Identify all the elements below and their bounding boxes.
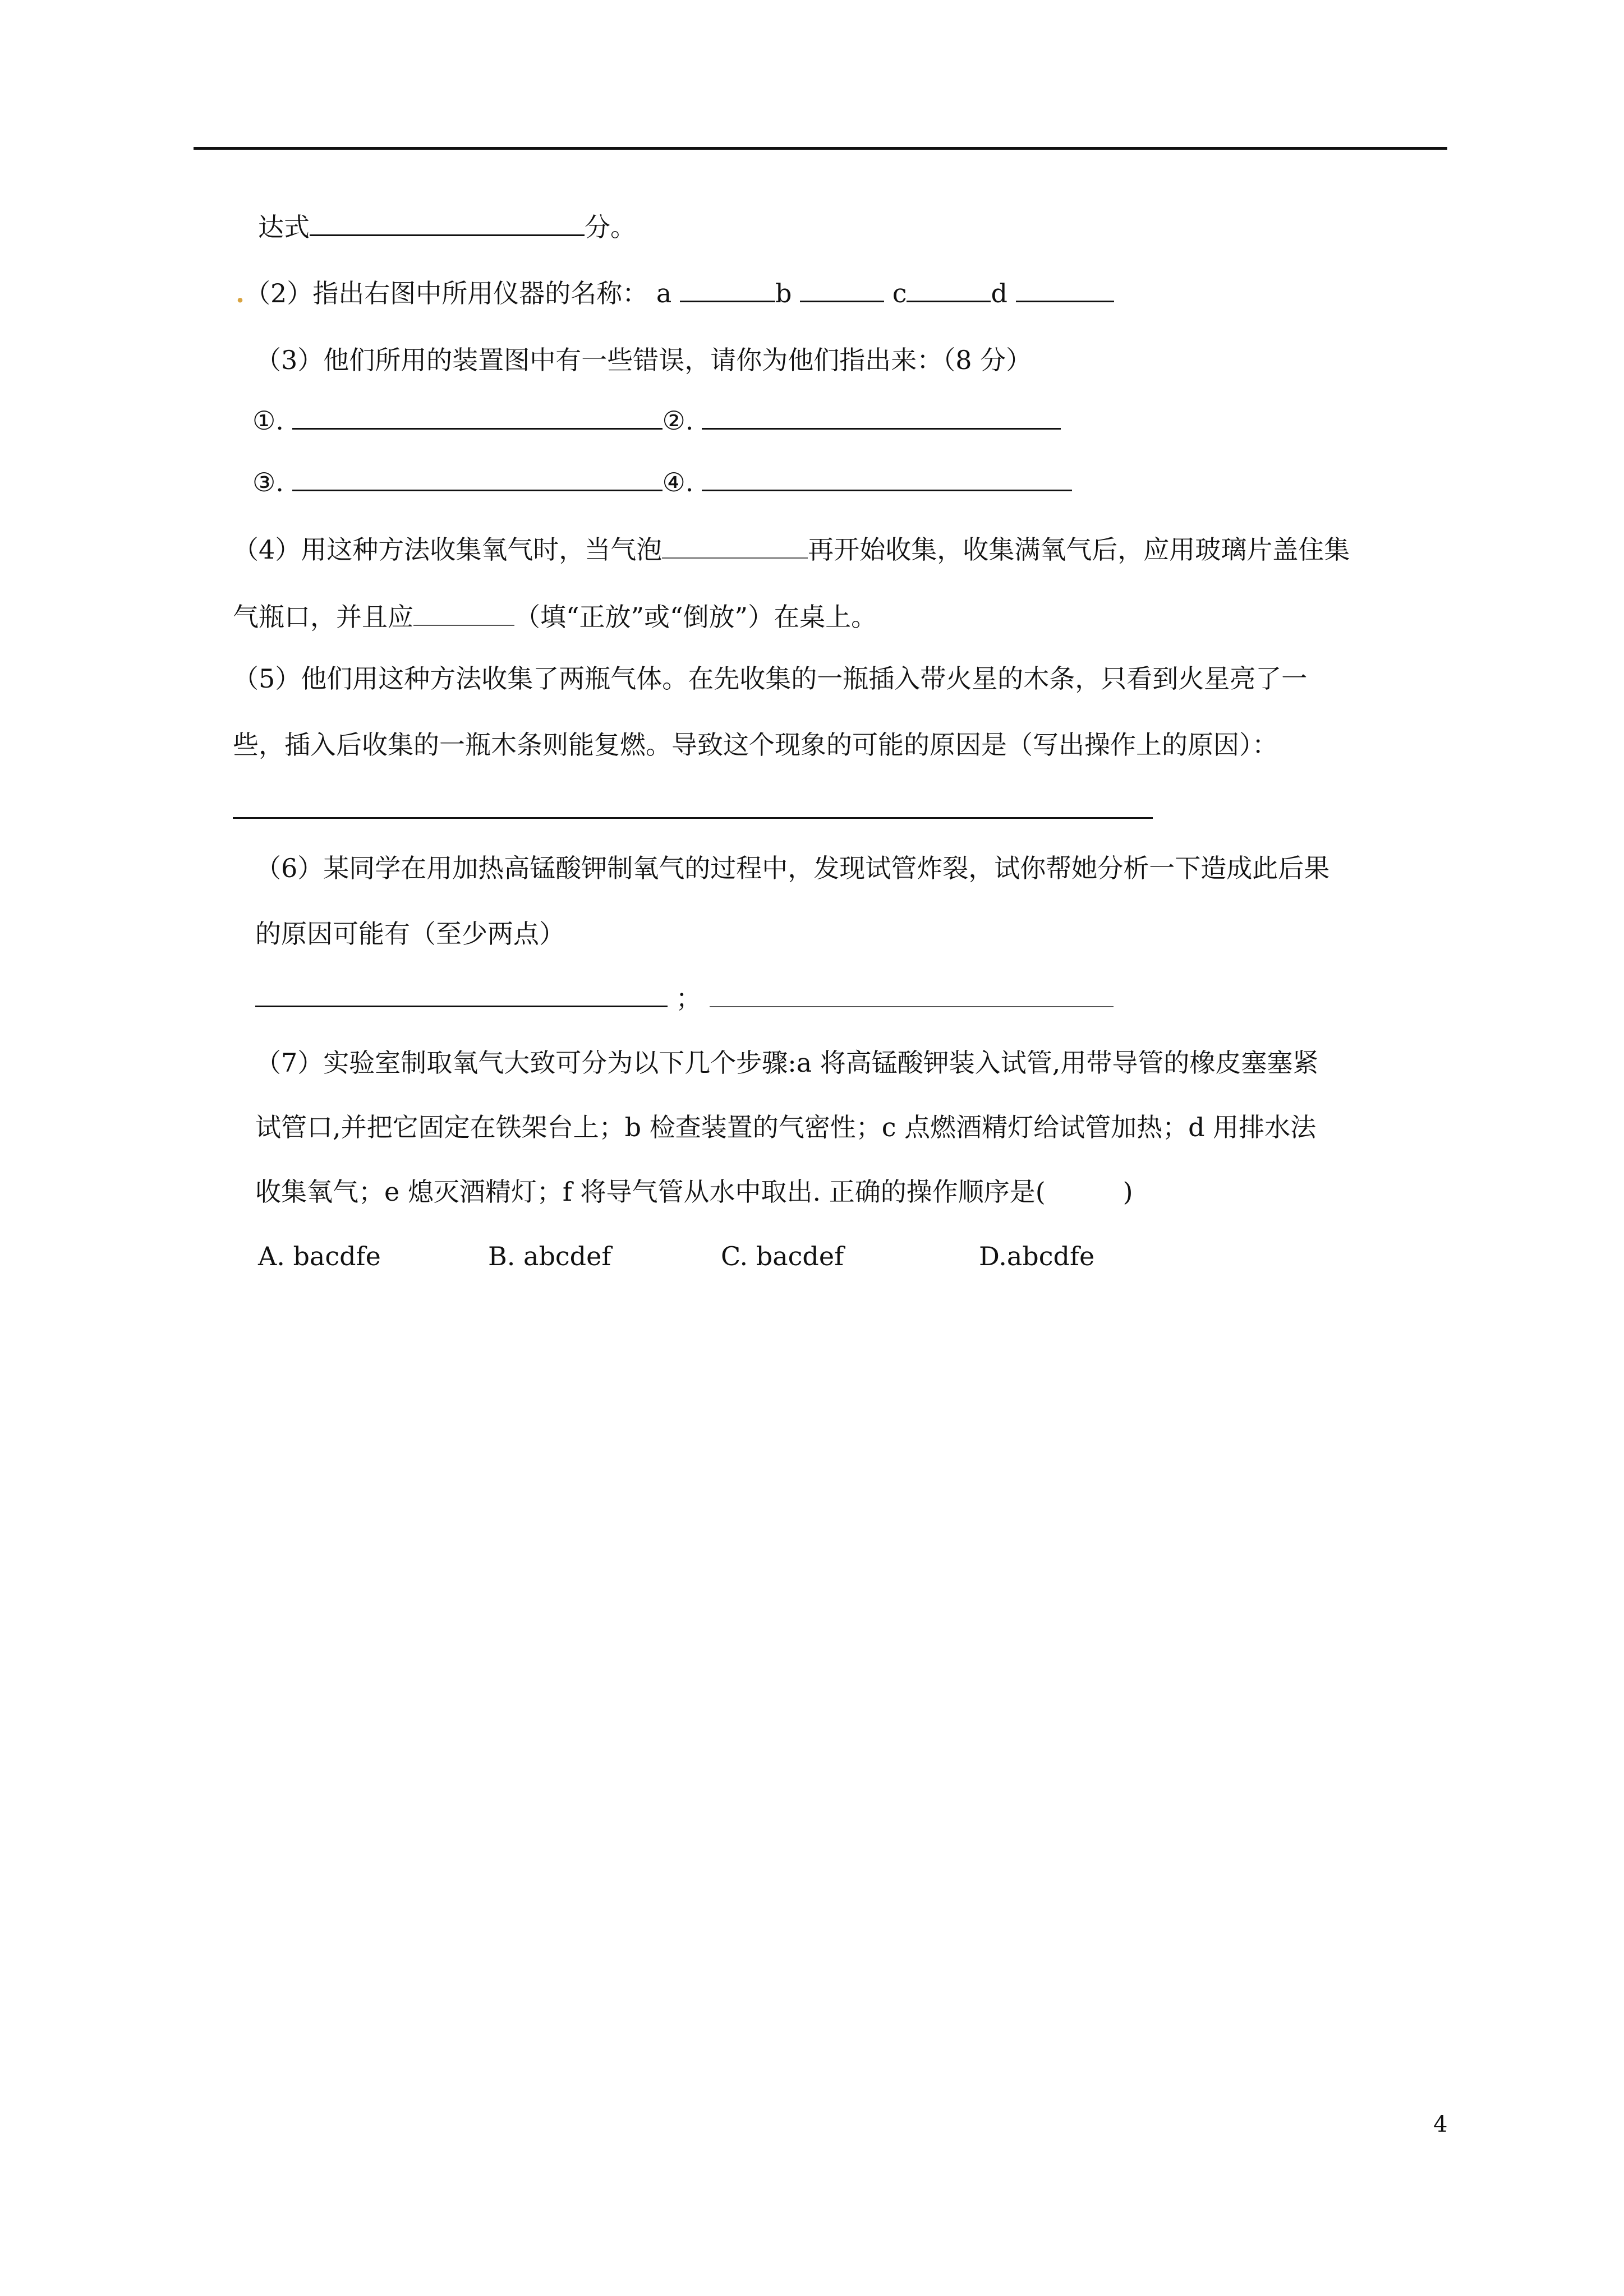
q3-mark-3: ③. bbox=[252, 467, 284, 497]
q2-label-a: a bbox=[656, 278, 672, 308]
q2-number: （2） bbox=[245, 278, 313, 308]
stray-dot: . bbox=[236, 278, 245, 308]
q2-blank-b[interactable] bbox=[800, 278, 884, 302]
q4-blank-orientation[interactable] bbox=[413, 602, 514, 626]
q2-text: 指出右图中所用仪器的名称： bbox=[312, 278, 648, 308]
q6-blank-2[interactable] bbox=[710, 984, 1114, 1007]
q2-label-c: c bbox=[892, 278, 907, 308]
q3-blank-4[interactable] bbox=[702, 467, 1072, 491]
q5-answer-line[interactable] bbox=[233, 817, 1153, 819]
q6-line-1: （6）某同学在用加热高锰酸钾制氧气的过程中，发现试管炸裂，试你帮她分析一下造成此后果 bbox=[255, 853, 1330, 883]
q2-label-d: d bbox=[991, 278, 1007, 308]
q4-blank-bubbles[interactable] bbox=[662, 535, 808, 559]
q3-row-1 bbox=[252, 404, 1061, 437]
q1-suffix: 分。 bbox=[585, 212, 636, 242]
q3-mark-1: ①. bbox=[252, 405, 284, 436]
q3-mark-2: ②. bbox=[662, 405, 694, 436]
q2-blank-a[interactable] bbox=[680, 278, 775, 302]
q4-text-3: 气瓶口，并且应 bbox=[233, 602, 413, 632]
q7-line-3: 收集氧气；e 熄灭酒精灯；f 将导气管从水中取出. 正确的操作顺序是( ) bbox=[255, 1177, 1133, 1207]
q7-line-1: （7）实验室制取氧气大致可分为以下几个步骤:a 将高锰酸钾装入试管,用带导管的橡皮塞塞紧 bbox=[255, 1048, 1319, 1078]
q3-blank-3[interactable] bbox=[292, 467, 663, 491]
q1-continuation bbox=[258, 210, 636, 244]
q1-prefix: 达式 bbox=[258, 212, 310, 242]
q7-option-a[interactable]: A. bacdfe bbox=[258, 1241, 381, 1271]
q2-line bbox=[236, 276, 1114, 310]
q6-blank-1[interactable] bbox=[255, 983, 668, 1007]
q6-answer-row bbox=[255, 981, 1114, 1015]
q7-option-b[interactable]: B. abcdef bbox=[488, 1241, 611, 1271]
q7-option-d[interactable]: D.abcdfe bbox=[979, 1241, 1095, 1271]
q3-row-2 bbox=[252, 465, 1072, 499]
q3-blank-2[interactable] bbox=[702, 405, 1061, 430]
q4-text-4: （填“正放”或“倒放”）在桌上。 bbox=[514, 602, 877, 632]
q3-text: （3）他们所用的装置图中有一些错误，请你为他们指出来：（8 分） bbox=[255, 345, 1032, 375]
q2-blank-d[interactable] bbox=[1016, 278, 1114, 302]
q1-answer-blank[interactable] bbox=[310, 212, 585, 236]
q4-text-1: （4）用这种方法收集氧气时，当气泡 bbox=[233, 534, 663, 565]
q5-line-1: （5）他们用这种方法收集了两瓶气体。在先收集的一瓶插入带火星的木条，只看到火星亮了一 bbox=[233, 663, 1308, 694]
q7-line-2: 试管口,并把它固定在铁架台上；b 检查装置的气密性；c 点燃酒精灯给试管加热；d 用排水法 bbox=[255, 1112, 1317, 1142]
q4-text-2: 再开始收集，收集满氧气后，应用玻璃片盖住集 bbox=[808, 534, 1350, 565]
q6-line-2: 的原因可能有（至少两点） bbox=[255, 919, 565, 949]
q2-label-b: b bbox=[775, 278, 792, 308]
q3-blank-1[interactable] bbox=[292, 405, 663, 430]
q3-mark-4: ④. bbox=[662, 467, 694, 497]
q4-line-1 bbox=[233, 533, 1350, 566]
q2-blank-c[interactable] bbox=[907, 278, 991, 302]
q5-line-2: 些，插入后收集的一瓶木条则能复燃。导致这个现象的可能的原因是（写出操作上的原因）： bbox=[233, 730, 1278, 760]
q6-separator: ； bbox=[675, 983, 702, 1013]
q7-option-c[interactable]: C. bacdef bbox=[721, 1241, 844, 1271]
q4-line-2 bbox=[233, 600, 877, 634]
header-rule bbox=[194, 147, 1447, 150]
page-number: 4 bbox=[1433, 2111, 1448, 2137]
